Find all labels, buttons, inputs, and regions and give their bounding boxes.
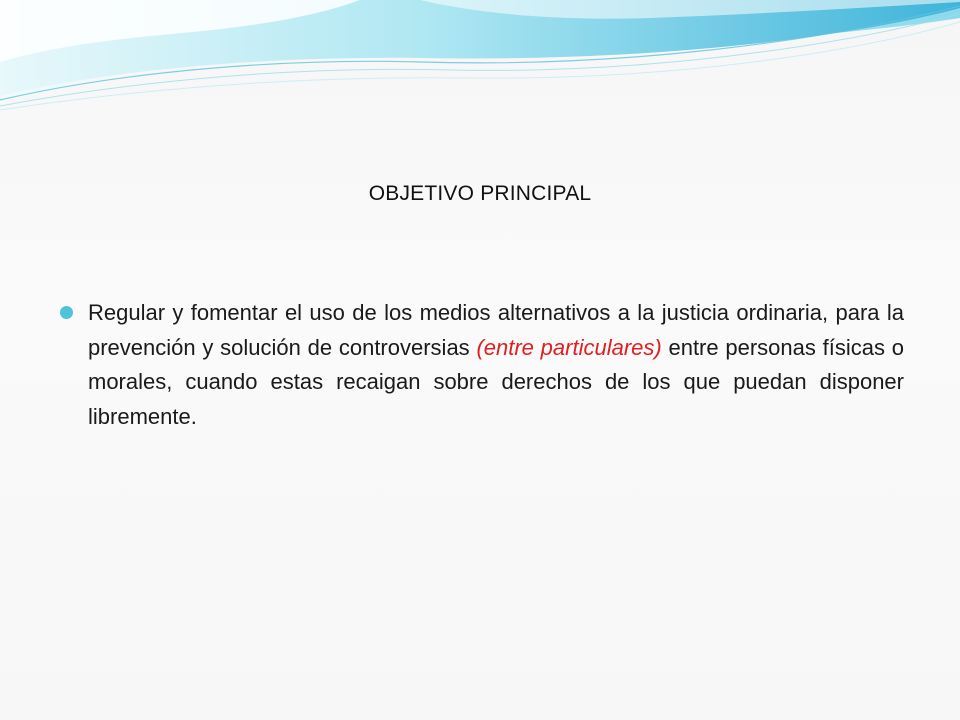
bullet-item	[60, 296, 904, 434]
slide-title: OBJETIVO PRINCIPAL	[368, 182, 592, 205]
header-wave-decoration	[0, 0, 960, 120]
bullet-text-before: Regular y fomentar el uso de los medios alternativos a la justicia ordinaria, para la prevención y solución de controversias	[88, 300, 904, 360]
bullet-text	[88, 296, 904, 434]
bullet-highlight: (entre particulares)	[476, 334, 662, 360]
bullet-text-after: entre personas físicas o morales, cuando estas recaigan sobre derechos de los que puedan disponer libremente.	[88, 334, 904, 429]
bullet-dot-icon	[60, 306, 73, 319]
